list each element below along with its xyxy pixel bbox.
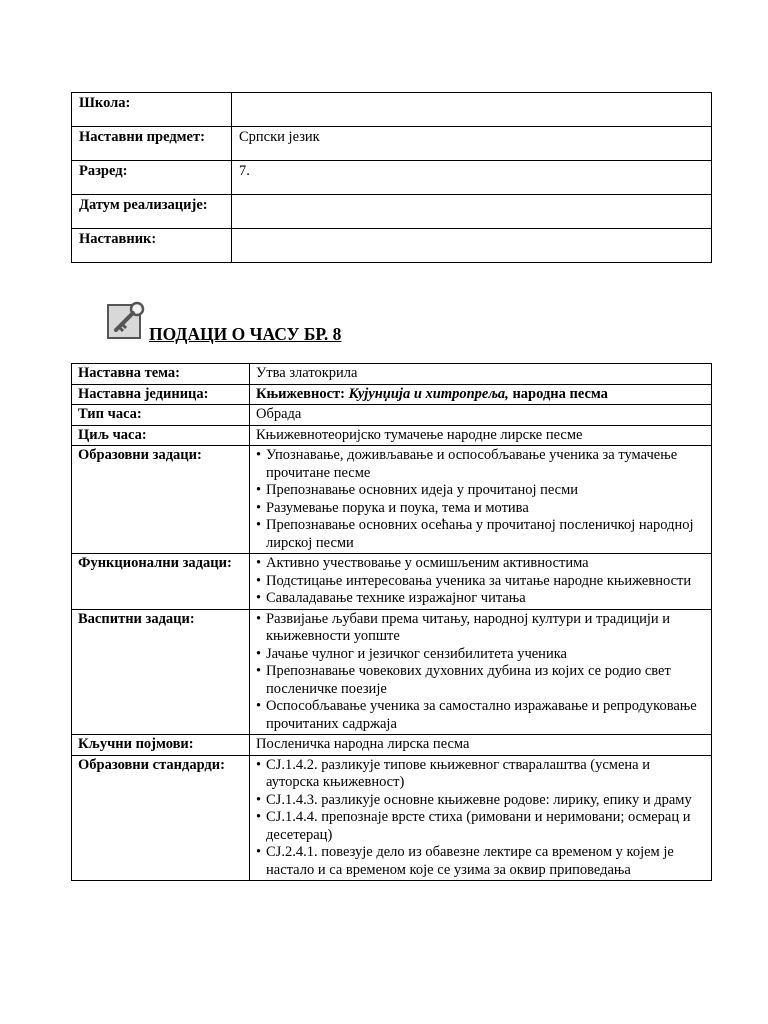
func-label: Функционални задаци: [72,554,250,610]
list-item: • Препознавање човекових духовних дубина из којих се родио свет посленичке поезије [256,663,705,698]
key-value: Посленичка народна лирска песма [250,735,712,756]
table-row [72,195,712,229]
unit-suffix: народна песма [508,385,608,402]
table-row [72,609,712,735]
page-title: ПОДАЦИ О ЧАСУ БР. 8 [149,324,342,344]
table-row [72,425,712,446]
key-note-icon [105,299,147,346]
table-row [72,446,712,554]
goal-value: Књижевнотеоријско тумачење народне лирске песме [250,425,712,446]
list-item: • Препознавање основних идеја у прочитаној песми [256,482,705,500]
goal-label: Циљ часа: [72,425,250,446]
table-row [72,405,712,426]
unit-label: Наставна јединица: [72,384,250,405]
edu-label: Образовни задаци: [72,446,250,554]
list-item: • СЈ.2.4.1. повезује дело из обавезне лектире са временом у којем је настало и са временом које се узима за оквир приповедања [256,844,705,879]
info-value: 7. [232,161,712,195]
lesson-heading [105,302,341,346]
info-label: Разред: [72,161,232,195]
list-item: • Јачање чулног и језичког сензибилитета ученика [256,646,705,664]
info-label: Наставник: [72,229,232,263]
topic-label: Наставна тема: [72,364,250,385]
lesson-data-table [71,363,712,881]
school-info-table [71,92,712,263]
info-label: Школа: [72,93,232,127]
std-label: Образовни стандарди: [72,755,250,881]
info-value [232,229,712,263]
table-row [72,735,712,756]
table-row [72,384,712,405]
edu-list [256,447,705,552]
list-item: • Оспособљавање ученика за самостално изражавање и репродуковање прочитаних садржаја [256,698,705,733]
info-value [232,195,712,229]
table-row [72,127,712,161]
func-list [256,555,705,608]
list-item: • СЈ.1.4.4. препознаје врсте стиха (римовани и неримовани; осмерац и десетерац) [256,809,705,844]
table-row [72,364,712,385]
std-list [256,757,705,880]
list-item: • Саваладавање технике изражајног читања [256,590,705,608]
unit-value [250,384,712,405]
info-value: Српски језик [232,127,712,161]
unit-title: Кујунџија и хитропреља, [348,385,509,402]
upbr-label: Васпитни задаци: [72,609,250,735]
type-value: Обрада [250,405,712,426]
unit-prefix: Књижевност: [256,385,349,402]
std-list-cell [250,755,712,881]
list-item: • Препознавање основних осећања у прочитаној посленичкој народној лирској песми [256,517,705,552]
table-row [72,755,712,881]
table-row [72,93,712,127]
list-item: • Развијање љубави према читању, народној култури и традицији и књижевности уопште [256,611,705,646]
topic-value: Утва златокрила [250,364,712,385]
list-item: • СЈ.1.4.2. разликује типове књижевног стваралаштва (усмена и ауторска књижевност) [256,757,705,792]
info-label: Наставни предмет: [72,127,232,161]
list-item: • СЈ.1.4.3. разликује основне књижевне родове: лирику, епику и драму [256,792,705,810]
list-item: • Разумевање порука и поука, тема и мотива [256,500,705,518]
list-item: • Упознавање, доживљавање и оспособљавање ученика за тумачење прочитане песме [256,447,705,482]
type-label: Тип часа: [72,405,250,426]
info-label: Датум реализације: [72,195,232,229]
info-value [232,93,712,127]
edu-list-cell [250,446,712,554]
upbr-list-cell [250,609,712,735]
list-item: • Активно учествовање у осмишљеним активностима [256,555,705,573]
key-label: Кључни појмови: [72,735,250,756]
list-item: • Подстицање интересовања ученика за читање народне књижевности [256,573,705,591]
upbr-list [256,611,705,734]
table-row [72,161,712,195]
table-row [72,229,712,263]
table-row [72,554,712,610]
func-list-cell [250,554,712,610]
